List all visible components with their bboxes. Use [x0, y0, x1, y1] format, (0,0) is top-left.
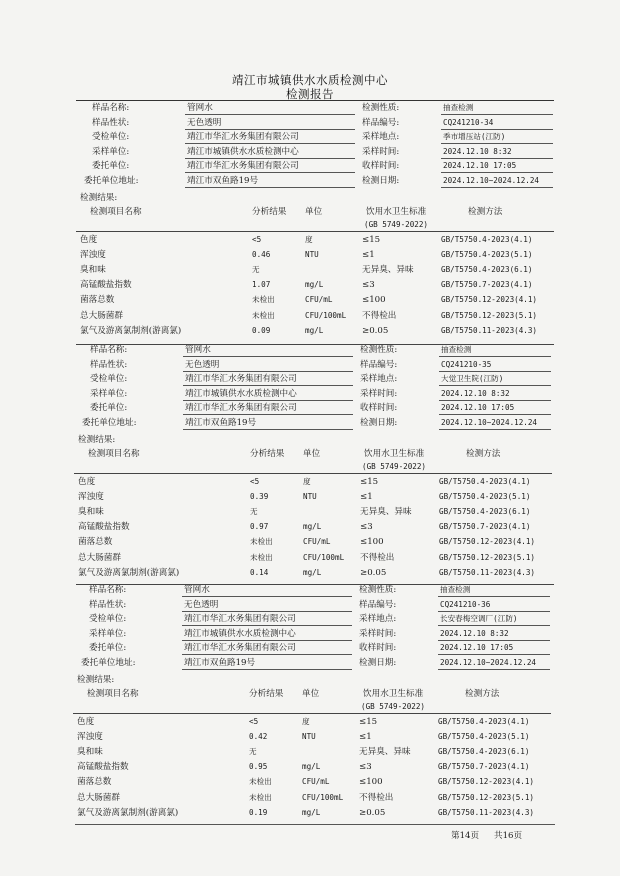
label-test-nature: 检测性质: [362, 103, 400, 113]
value-test-nature: 抽查检测 [441, 345, 472, 354]
value-receive-time: 2024.12.10 17:05 [441, 403, 515, 413]
row-unit: mg/L [305, 280, 324, 290]
label-receive-time: 收样时间: [359, 643, 397, 654]
label-sampling-site: 采样地点: [362, 132, 400, 143]
row-standard: 不得检出 [362, 310, 397, 321]
row-item: 菌落总数 [78, 537, 113, 548]
row-standard: 不得检出 [359, 792, 394, 803]
report-title: 靖江市城镇供水水质检测中心 [232, 73, 388, 87]
value-client-address: 靖江市双鱼路19号 [185, 418, 257, 428]
field-underline [183, 371, 353, 372]
value-sample-no: CQ241210-35 [441, 359, 492, 369]
field-underline [439, 400, 551, 401]
row-standard: ≤1 [362, 250, 375, 261]
row-method: GB/T5750.12-2023(4.1) [441, 295, 538, 305]
value-sample-no: CQ241210-34 [443, 117, 494, 127]
label-sample-property: 样品性状: [89, 599, 127, 610]
row-result: 未检出 [252, 310, 275, 320]
label-client-address: 委托单位地址: [81, 658, 136, 668]
results-label: 检测结果: [77, 675, 115, 685]
field-underline [182, 625, 352, 626]
field-underline [438, 596, 550, 597]
row-result: 未检出 [250, 537, 273, 547]
top-rule [76, 100, 554, 101]
row-standard: ≤100 [360, 537, 384, 548]
row-standard: ≥0.05 [359, 807, 386, 818]
label-sample-no: 样品编号: [359, 599, 397, 610]
row-unit: 度 [302, 717, 310, 726]
field-underline [183, 385, 353, 386]
value-inspected-unit: 靖江市华汇水务集团有限公司 [184, 614, 296, 625]
field-underline [183, 400, 353, 401]
col-header-standard: 饮用水卫生标准 [366, 207, 427, 217]
row-standard: 不得检出 [360, 552, 395, 563]
row-result: 0.97 [250, 522, 269, 532]
label-sample-property: 样品性状: [92, 117, 130, 128]
value-sampling-unit: 靖江市城镇供水水质检测中心 [184, 628, 296, 639]
row-method: GB/T5750.4-2023(4.1) [438, 717, 530, 726]
field-underline [441, 172, 553, 173]
col-header-standard-code: (GB 5749-2022) [362, 462, 427, 471]
col-header-unit: 单位 [302, 689, 320, 699]
row-item: 氯气及游离氯制剂(游离氯) [78, 567, 180, 578]
label-sample-name: 样品名称: [90, 345, 128, 355]
field-underline [182, 640, 352, 641]
value-inspected-unit: 靖江市华汇水务集团有限公司 [185, 374, 297, 385]
value-test-nature: 抽查检测 [440, 585, 471, 594]
field-underline [439, 385, 551, 386]
field-underline [185, 172, 355, 173]
row-unit: mg/L [302, 762, 321, 772]
row-unit: 度 [303, 477, 311, 486]
field-underline [441, 187, 553, 188]
field-underline [441, 143, 553, 144]
field-underline [441, 129, 553, 130]
row-item: 浑浊度 [80, 250, 106, 261]
label-sample-name: 样品名称: [92, 103, 130, 113]
row-method: GB/T5750.4-2023(6.1) [439, 507, 531, 517]
row-method: GB/T5750.4-2023(5.1) [441, 250, 533, 260]
row-item: 浑浊度 [78, 492, 104, 503]
row-unit: NTU [302, 732, 316, 742]
value-receive-time: 2024.12.10 17:05 [443, 161, 517, 171]
field-underline [441, 158, 553, 159]
value-inspected-unit: 靖江市华汇水务集团有限公司 [187, 132, 299, 143]
row-method: GB/T5750.4-2023(5.1) [438, 732, 530, 742]
row-result: 未检出 [250, 552, 273, 562]
section-divider [76, 584, 554, 585]
value-sample-property: 无色透明 [185, 359, 220, 370]
label-sample-name: 样品名称: [89, 585, 127, 595]
row-result: 无 [249, 747, 257, 757]
row-result: 0.42 [249, 732, 268, 742]
field-underline [183, 414, 353, 415]
row-result: <5 [252, 235, 262, 244]
col-header-result: 分析结果 [252, 207, 287, 217]
field-underline [438, 611, 550, 612]
row-item: 总大肠菌群 [80, 310, 123, 321]
row-result: 0.09 [252, 325, 271, 335]
label-sampling-site: 采样地点: [360, 374, 398, 385]
row-method: GB/T5750.7-2023(4.1) [439, 522, 531, 532]
value-sample-property: 无色透明 [187, 117, 222, 128]
row-item: 总大肠菌群 [77, 792, 120, 803]
label-client-address: 委托单位地址: [84, 176, 139, 186]
value-sampling-unit: 靖江市城镇供水水质检测中心 [187, 146, 299, 157]
row-method: GB/T5750.12-2023(5.1) [438, 792, 535, 802]
col-header-standard-code: (GB 5749-2022) [361, 702, 426, 711]
value-client-unit: 靖江市华汇水务集团有限公司 [187, 161, 299, 172]
row-standard: 无异臭、异味 [360, 507, 412, 518]
value-client-unit: 靖江市华汇水务集团有限公司 [184, 643, 296, 654]
value-test-date: 2024.12.10~2024.12.24 [443, 176, 540, 185]
value-client-unit: 靖江市华汇水务集团有限公司 [185, 403, 297, 414]
field-underline [441, 114, 553, 115]
row-method: GB/T5750.11-2023(4.3) [439, 567, 536, 577]
row-result: 0.14 [250, 567, 269, 577]
row-item: 色度 [78, 477, 96, 487]
row-result: 0.46 [252, 250, 271, 260]
col-header-item: 检测项目名称 [88, 449, 140, 459]
row-result: 未检出 [249, 792, 272, 802]
label-sampling-unit: 采样单位: [92, 146, 130, 157]
field-underline [439, 371, 551, 372]
row-standard: ≤3 [362, 280, 375, 291]
header-rule [73, 713, 551, 714]
field-underline [182, 669, 352, 670]
field-underline [439, 356, 551, 357]
section-divider [76, 344, 554, 345]
label-sampling-time: 采样时间: [359, 628, 397, 639]
label-client-address: 委托单位地址: [82, 418, 137, 428]
row-standard: ≤3 [359, 762, 372, 773]
row-item: 臭和味 [80, 265, 106, 276]
value-sampling-time: 2024.12.10 8:32 [440, 628, 509, 638]
row-method: GB/T5750.12-2023(5.1) [439, 552, 536, 562]
field-underline [185, 158, 355, 159]
results-label: 检测结果: [80, 193, 118, 203]
value-sample-name: 管网水 [184, 585, 210, 595]
row-unit: CFU/mL [305, 295, 333, 305]
col-header-standard: 饮用水卫生标准 [363, 689, 424, 699]
value-sampling-site: 长安春梅空调厂(江防) [440, 614, 518, 624]
field-underline [185, 187, 355, 188]
row-standard: 无异臭、异味 [359, 747, 411, 758]
label-sample-no: 样品编号: [360, 359, 398, 370]
value-sampling-site: 季市增压站(江防) [443, 132, 506, 142]
value-sampling-time: 2024.12.10 8:32 [441, 388, 510, 398]
row-standard: ≤1 [360, 492, 373, 503]
label-sampling-site: 采样地点: [359, 614, 397, 625]
row-method: GB/T5750.4-2023(6.1) [438, 747, 530, 757]
col-header-item: 检测项目名称 [90, 207, 142, 217]
label-test-date: 检测日期: [359, 658, 397, 668]
label-inspected-unit: 受检单位: [90, 374, 128, 385]
field-underline [438, 640, 550, 641]
row-result: 1.07 [252, 280, 271, 290]
label-test-date: 检测日期: [360, 418, 398, 428]
report-subtitle: 检测报告 [286, 87, 334, 101]
value-client-address: 靖江市双鱼路19号 [187, 176, 259, 186]
row-method: GB/T5750.12-2023(4.1) [438, 777, 535, 787]
row-item: 臭和味 [78, 507, 104, 518]
row-standard: ≤3 [360, 522, 373, 533]
row-item: 色度 [77, 717, 95, 727]
col-header-unit: 单位 [303, 449, 321, 459]
field-underline [438, 654, 550, 655]
row-method: GB/T5750.4-2023(4.1) [441, 235, 533, 244]
row-result: 无 [250, 507, 258, 517]
value-test-date: 2024.12.10~2024.12.24 [441, 418, 538, 427]
col-header-unit: 单位 [305, 207, 323, 217]
row-standard: ≤15 [359, 717, 378, 727]
row-method: GB/T5750.11-2023(4.3) [438, 807, 535, 817]
row-result: <5 [249, 717, 259, 726]
value-test-nature: 抽查检测 [443, 103, 474, 112]
col-header-method: 检测方法 [466, 449, 501, 459]
value-sampling-time: 2024.12.10 8:32 [443, 146, 512, 156]
row-unit: mg/L [303, 522, 322, 532]
row-result: 0.39 [250, 492, 269, 502]
field-underline [182, 654, 352, 655]
field-underline [439, 414, 551, 415]
row-method: GB/T5750.4-2023(5.1) [439, 492, 531, 502]
row-method: GB/T5750.7-2023(4.1) [441, 280, 533, 290]
row-standard: ≤100 [362, 295, 386, 306]
page-total: 共16页 [494, 831, 523, 841]
bottom-rule [75, 824, 555, 825]
col-header-item: 检测项目名称 [87, 689, 139, 699]
row-item: 高锰酸盐指数 [78, 522, 130, 533]
label-sampling-unit: 采样单位: [90, 388, 128, 399]
col-header-standard-code: (GB 5749-2022) [364, 220, 429, 229]
row-standard: 无异臭、异味 [362, 265, 414, 276]
label-client-unit: 委托单位: [92, 161, 130, 172]
label-test-date: 检测日期: [362, 176, 400, 186]
row-unit: mg/L [302, 807, 321, 817]
row-unit: CFU/100mL [305, 310, 347, 320]
row-method: GB/T5750.7-2023(4.1) [438, 762, 530, 772]
value-sample-property: 无色透明 [184, 599, 219, 610]
value-sample-name: 管网水 [185, 345, 211, 355]
row-item: 浑浊度 [77, 732, 103, 743]
row-item: 总大肠菌群 [78, 552, 121, 563]
value-sample-name: 管网水 [187, 103, 213, 113]
row-standard: ≤15 [362, 235, 381, 245]
value-client-address: 靖江市双鱼路19号 [184, 658, 256, 668]
col-header-method: 检测方法 [468, 207, 503, 217]
value-sampling-site: 大觉卫生院(江防) [441, 374, 504, 384]
row-item: 高锰酸盐指数 [80, 280, 132, 291]
row-unit: 度 [305, 235, 313, 244]
row-standard: ≥0.05 [360, 567, 387, 578]
row-method: GB/T5750.4-2023(6.1) [441, 265, 533, 275]
label-sample-property: 样品性状: [90, 359, 128, 370]
field-underline [182, 596, 352, 597]
row-unit: mg/L [305, 325, 324, 335]
row-standard: ≤1 [359, 732, 372, 743]
field-underline [183, 356, 353, 357]
label-inspected-unit: 受检单位: [89, 614, 127, 625]
row-method: GB/T5750.4-2023(4.1) [439, 477, 531, 486]
label-test-nature: 检测性质: [359, 585, 397, 595]
label-sampling-unit: 采样单位: [89, 628, 127, 639]
row-result: 0.19 [249, 807, 268, 817]
value-sampling-unit: 靖江市城镇供水水质检测中心 [185, 388, 297, 399]
col-header-result: 分析结果 [249, 689, 284, 699]
row-unit: NTU [305, 250, 319, 260]
col-header-standard: 饮用水卫生标准 [364, 449, 425, 459]
row-unit: NTU [303, 492, 317, 502]
value-receive-time: 2024.12.10 17:05 [440, 643, 514, 653]
field-underline [185, 129, 355, 130]
value-test-date: 2024.12.10~2024.12.24 [440, 658, 537, 667]
header-rule [74, 473, 552, 474]
row-item: 高锰酸盐指数 [77, 762, 129, 773]
row-method: GB/T5750.12-2023(4.1) [439, 537, 536, 547]
label-client-unit: 委托单位: [90, 403, 128, 414]
row-result: 未检出 [249, 777, 272, 787]
col-header-method: 检测方法 [465, 689, 500, 699]
row-unit: CFU/mL [303, 537, 331, 547]
row-method: GB/T5750.12-2023(5.1) [441, 310, 538, 320]
page-number: 第14页 [451, 831, 480, 841]
field-underline [438, 625, 550, 626]
row-unit: CFU/100mL [303, 552, 345, 562]
label-receive-time: 收样时间: [362, 161, 400, 172]
header-rule [76, 231, 554, 232]
row-unit: mg/L [303, 567, 322, 577]
field-underline [438, 669, 550, 670]
field-underline [439, 429, 551, 430]
field-underline [185, 143, 355, 144]
label-inspected-unit: 受检单位: [92, 132, 130, 143]
row-standard: ≤15 [360, 477, 379, 487]
label-sample-no: 样品编号: [362, 117, 400, 128]
row-result: 0.95 [249, 762, 268, 772]
row-result: 无 [252, 265, 260, 275]
row-result: 未检出 [252, 295, 275, 305]
row-method: GB/T5750.11-2023(4.3) [441, 325, 538, 335]
row-unit: CFU/mL [302, 777, 330, 787]
row-item: 菌落总数 [77, 777, 112, 788]
results-label: 检测结果: [78, 435, 116, 445]
field-underline [182, 611, 352, 612]
field-underline [185, 114, 355, 115]
field-underline [183, 429, 353, 430]
row-item: 菌落总数 [80, 295, 115, 306]
row-item: 臭和味 [77, 747, 103, 758]
col-header-result: 分析结果 [250, 449, 285, 459]
row-standard: ≥0.05 [362, 325, 389, 336]
label-client-unit: 委托单位: [89, 643, 127, 654]
label-sampling-time: 采样时间: [362, 146, 400, 157]
value-sample-no: CQ241210-36 [440, 599, 491, 609]
label-sampling-time: 采样时间: [360, 388, 398, 399]
row-item: 氯气及游离氯制剂(游离氯) [77, 807, 179, 818]
row-unit: CFU/100mL [302, 792, 344, 802]
label-receive-time: 收样时间: [360, 403, 398, 414]
row-item: 氯气及游离氯制剂(游离氯) [80, 325, 182, 336]
label-test-nature: 检测性质: [360, 345, 398, 355]
row-result: <5 [250, 477, 260, 486]
row-item: 色度 [80, 235, 98, 245]
row-standard: ≤100 [359, 777, 383, 788]
